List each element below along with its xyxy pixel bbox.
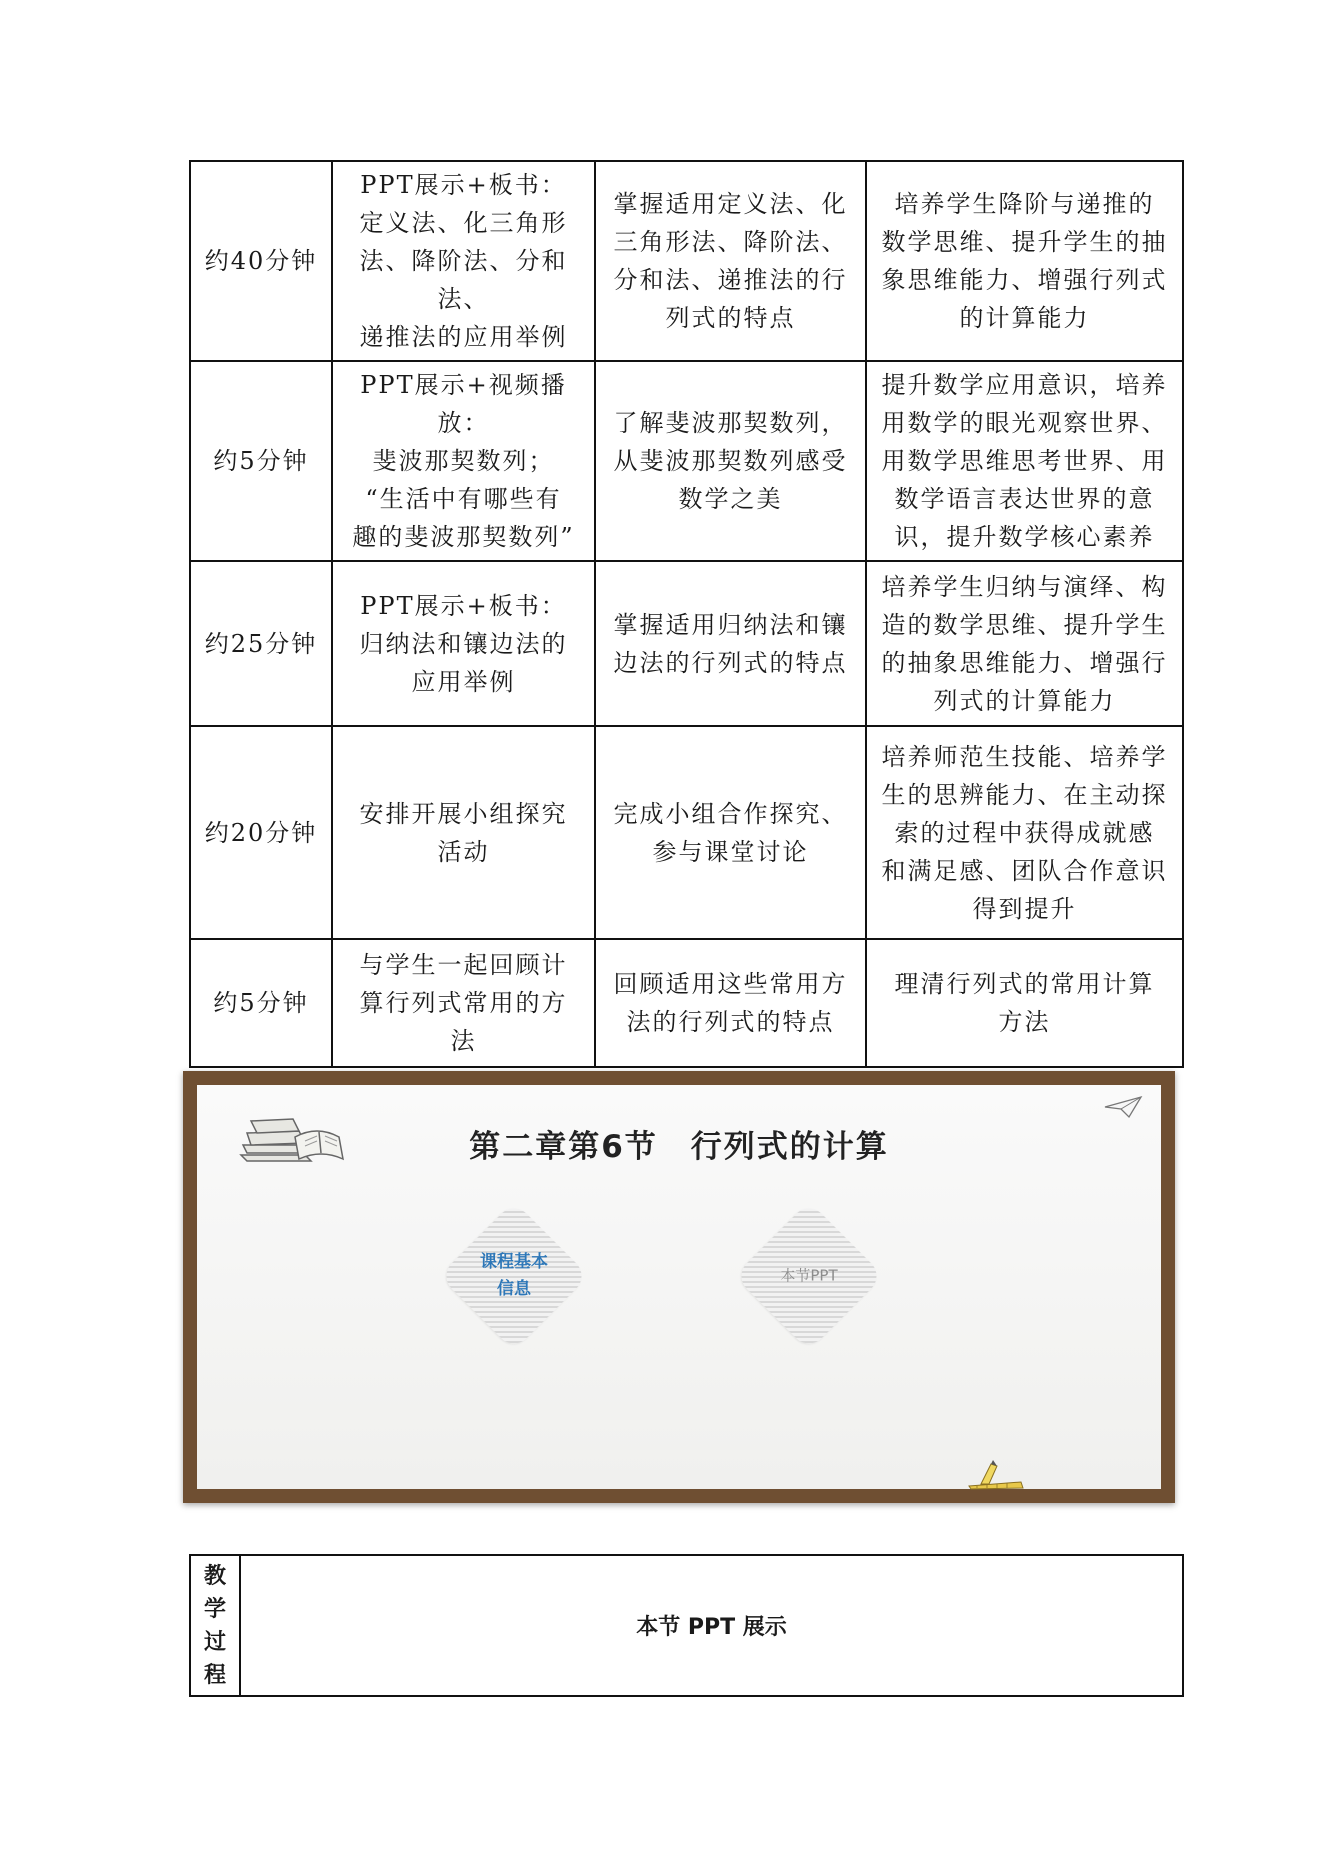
- method-line: 递推法的应用举例: [359, 323, 568, 351]
- schedule-row: [190, 361, 1183, 561]
- slide-title: 第二章第6节 行列式的计算: [469, 1129, 889, 1165]
- goal-line: 数学之美: [678, 485, 783, 513]
- purpose-line: 识，提升数学核心素养: [894, 523, 1155, 551]
- purpose-line: 用数学的眼光观察世界、: [881, 409, 1168, 437]
- method-line: 趣的斐波那契数列”: [352, 523, 575, 551]
- purpose-cell: [866, 561, 1183, 726]
- schedule-row: [190, 726, 1183, 939]
- method-line: 归纳法和镶边法的: [359, 629, 568, 658]
- time-cell: 约40分钟: [190, 161, 332, 361]
- purpose-line: 培养师范生技能、培养学: [881, 742, 1168, 771]
- time-cell: 约5分钟: [190, 939, 332, 1067]
- goal-line: 掌握适用归纳法和镶: [613, 610, 848, 639]
- goal-cell: [595, 161, 866, 361]
- purpose-line: 索的过程中获得成就感: [894, 818, 1155, 847]
- purpose-line: 数学语言表达世界的意: [894, 485, 1155, 513]
- teaching-process-content: 本节 PPT 展示: [240, 1555, 1183, 1696]
- purpose-cell: [866, 361, 1183, 561]
- goal-cell: [595, 726, 866, 939]
- goal-line: 完成小组合作探究、: [613, 799, 848, 828]
- schedule-table: [189, 160, 1184, 1068]
- course-info-label: 课程基本 信息: [480, 1252, 548, 1299]
- section-ppt-button[interactable]: [740, 1207, 878, 1345]
- purpose-line: 生的思辨能力、在主动探: [881, 780, 1168, 809]
- goal-cell: [595, 939, 866, 1067]
- method-cell: [332, 726, 595, 939]
- method-cell: [332, 161, 595, 361]
- schedule-row: [190, 561, 1183, 726]
- teaching-process-table: [189, 1554, 1184, 1697]
- goal-line: 边法的行列式的特点: [613, 648, 848, 677]
- schedule-row: [190, 161, 1183, 361]
- teaching-process-label: 教 学 过 程: [190, 1555, 240, 1696]
- method-cell: [332, 939, 595, 1067]
- method-line: PPT展示+板书：: [360, 591, 567, 620]
- method-line: 法、降阶法、分和法、: [359, 247, 568, 313]
- purpose-line: 和满足感、团队合作意识: [881, 856, 1168, 885]
- purpose-cell: [866, 161, 1183, 361]
- purpose-line: 的计算能力: [959, 304, 1090, 332]
- purpose-cell: [866, 726, 1183, 939]
- purpose-line: 理清行列式的常用计算: [894, 970, 1155, 998]
- time-cell: 约25分钟: [190, 561, 332, 726]
- purpose-cell: [866, 939, 1183, 1067]
- goal-line: 了解斐波那契数列，: [613, 409, 848, 437]
- method-line: 法: [450, 1027, 477, 1055]
- method-line: 与学生一起回顾计: [359, 951, 568, 979]
- purpose-line: 列式的计算能力: [933, 686, 1116, 715]
- course-info-button[interactable]: [445, 1207, 583, 1345]
- method-line: PPT展示+板书：: [360, 171, 567, 199]
- purpose-line: 方法: [998, 1008, 1051, 1036]
- method-cell: [332, 361, 595, 561]
- method-line: 应用举例: [411, 667, 516, 696]
- section-ppt-label: 本节PPT: [780, 1266, 838, 1285]
- purpose-line: 造的数学思维、提升学生: [881, 610, 1168, 639]
- method-line: 斐波那契数列；: [372, 447, 555, 475]
- ruler-pencil-icon: [967, 1460, 1025, 1490]
- goal-line: 法的行列式的特点: [626, 1008, 835, 1036]
- goal-line: 列式的特点: [665, 304, 796, 332]
- method-line: 定义法、化三角形: [359, 209, 568, 237]
- slide-thumbnail: [183, 1071, 1175, 1503]
- method-line: 算行列式常用的方: [359, 989, 568, 1017]
- goal-line: 掌握适用定义法、化: [613, 190, 848, 218]
- method-line: PPT展示+视频播放：: [360, 371, 567, 437]
- purpose-line: 的抽象思维能力、增强行: [881, 648, 1168, 677]
- paper-plane-icon: [1103, 1095, 1143, 1119]
- time-cell: 约20分钟: [190, 726, 332, 939]
- purpose-line: 用数学思维思考世界、用: [881, 447, 1168, 475]
- goal-line: 三角形法、降阶法、: [613, 228, 848, 256]
- time-cell: 约5分钟: [190, 361, 332, 561]
- purpose-line: 象思维能力、增强行列式: [881, 266, 1168, 294]
- purpose-line: 得到提升: [972, 894, 1077, 923]
- method-line: “生活中有哪些有: [365, 485, 562, 513]
- purpose-line: 数学思维、提升学生的抽: [881, 228, 1168, 256]
- method-line: 活动: [437, 837, 490, 866]
- goal-line: 回顾适用这些常用方: [613, 970, 848, 998]
- goal-line: 分和法、递推法的行: [613, 266, 848, 294]
- purpose-line: 培养学生归纳与演绎、构: [881, 572, 1168, 601]
- purpose-line: 提升数学应用意识，培养: [881, 371, 1168, 399]
- goal-cell: [595, 561, 866, 726]
- schedule-row: [190, 939, 1183, 1067]
- goal-cell: [595, 361, 866, 561]
- purpose-line: 培养学生降阶与递推的: [894, 190, 1155, 218]
- goal-line: 参与课堂讨论: [652, 837, 809, 866]
- method-line: 安排开展小组探究: [359, 799, 568, 828]
- goal-line: 从斐波那契数列感受: [613, 447, 848, 475]
- method-cell: [332, 561, 595, 726]
